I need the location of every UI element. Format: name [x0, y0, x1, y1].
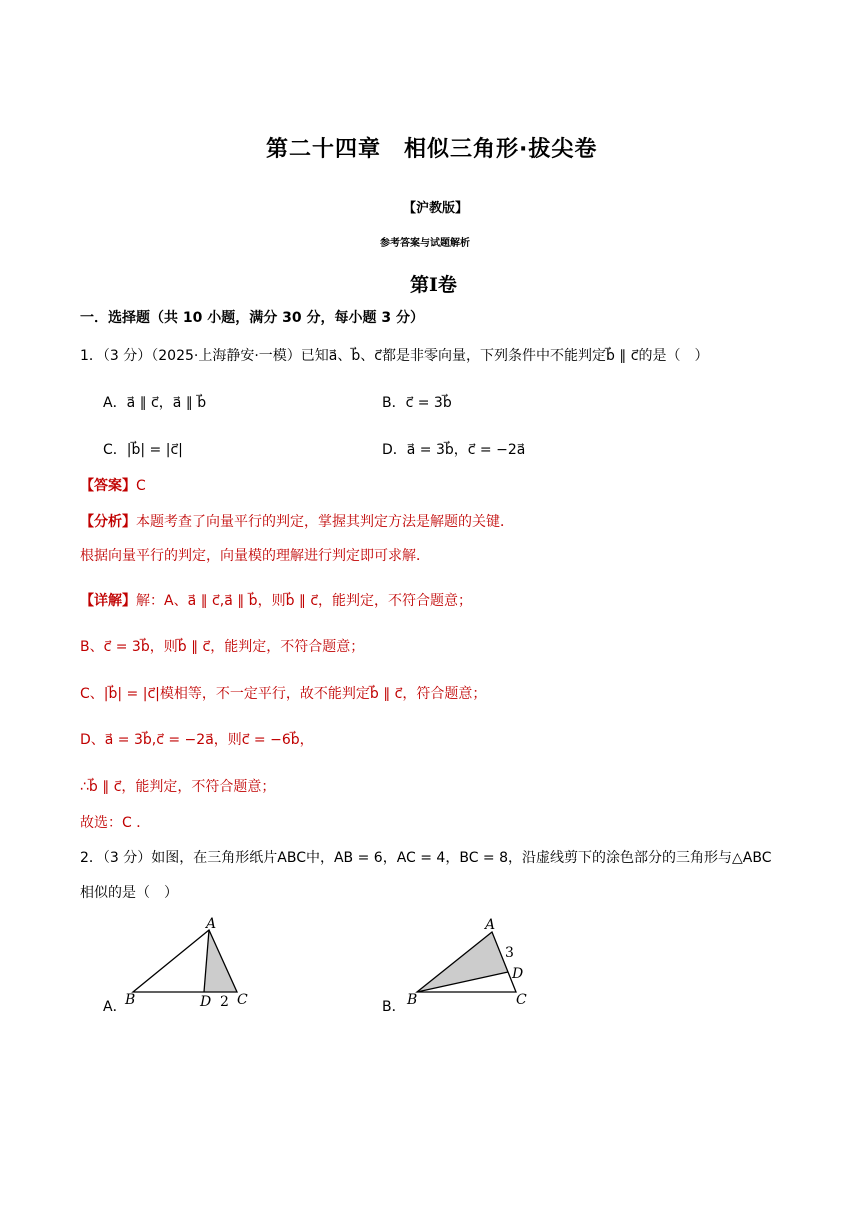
q1-stem: 1．（3 分）（2025·上海静安·一模）已知a⃗、b⃗、c⃗都是非零向量，下列条件中不能判定b⃗ ∥ c⃗的是（ ） — [80, 348, 709, 364]
vertex-a: A — [206, 916, 217, 932]
vertex-c: C — [516, 992, 527, 1008]
answer-tag: 【答案】 — [80, 478, 136, 494]
section-heading: 一．选择题（共 10 小题，满分 30 分，每小题 3 分） — [80, 310, 424, 326]
vertex-d: D — [200, 994, 212, 1010]
q2-option-a-label: A． — [103, 999, 127, 1015]
detail-a: 解：A、a⃗ ∥ c⃗,a⃗ ∥ b⃗，则b⃗ ∥ c⃗，能判定，不符合题意； — [136, 593, 473, 609]
edition-label: 【沪教版】 — [403, 201, 469, 216]
q1-analysis-line — [80, 511, 514, 531]
q1-option-c: C．|b⃗| = |c⃗| — [103, 442, 183, 458]
vertex-c: C — [237, 992, 248, 1008]
q1-detail-e: ∴b⃗ ∥ c⃗，能判定，不符合题意； — [80, 779, 276, 795]
page-title: 第二十四章 相似三角形·拔尖卷 — [266, 137, 598, 162]
volume-title: 第Ⅰ卷 — [410, 274, 457, 296]
vertex-b: B — [407, 992, 418, 1008]
analysis-tag: 【分析】 — [80, 514, 136, 530]
length-label: 3 — [505, 945, 514, 961]
q1-detail-d: D、a⃗ = 3b⃗,c⃗ = −2a⃗，则c⃗ = −6b⃗， — [80, 732, 314, 748]
q2-figure-a — [120, 910, 260, 1010]
vertex-b: B — [125, 992, 136, 1008]
q2-option-b-label: B． — [382, 999, 406, 1015]
q1-analysis-text-2: 根据向量平行的判定，向量模的理解进行判定即可求解． — [80, 548, 430, 564]
vertex-d: D — [512, 966, 524, 982]
q1-option-d: D．a⃗ = 3b⃗，c⃗ = −2a⃗ — [382, 442, 526, 458]
vertex-a: A — [485, 917, 496, 933]
q1-detail-c: C、|b⃗| = |c⃗|模相等，不一定平行，故不能判定b⃗ ∥ c⃗，符合题意； — [80, 686, 487, 702]
q1-conclusion: 故选：C ． — [80, 815, 151, 831]
q1-detail-line-a — [80, 590, 472, 610]
answer-value: C — [136, 478, 146, 494]
shaded-triangle — [417, 932, 508, 992]
q1-answer-line — [80, 475, 146, 495]
subtitle: 参考答案与试题解析 — [380, 238, 470, 249]
analysis-text-1: 本题考查了向量平行的判定，掌握其判定方法是解题的关键． — [136, 514, 514, 530]
length-label: 2 — [220, 994, 229, 1010]
q2-figure-b — [398, 910, 538, 1010]
q2-stem-line-1: 2．（3 分）如图，在三角形纸片ABC中，AB = 6，AC = 4，BC = 8，沿虚线剪下的涂色部分的三角形与△ABC — [80, 850, 772, 866]
q1-detail-b: B、c⃗ = 3b⃗，则b⃗ ∥ c⃗，能判定，不符合题意； — [80, 639, 365, 655]
q1-option-a: A．a⃗ ∥ c⃗，a⃗ ∥ b⃗ — [103, 395, 207, 411]
q2-stem-line-2: 相似的是（ ） — [80, 885, 178, 901]
shaded-triangle — [204, 930, 237, 992]
detail-tag: 【详解】 — [80, 593, 136, 609]
q1-option-b: B．c⃗ = 3b⃗ — [382, 395, 452, 411]
